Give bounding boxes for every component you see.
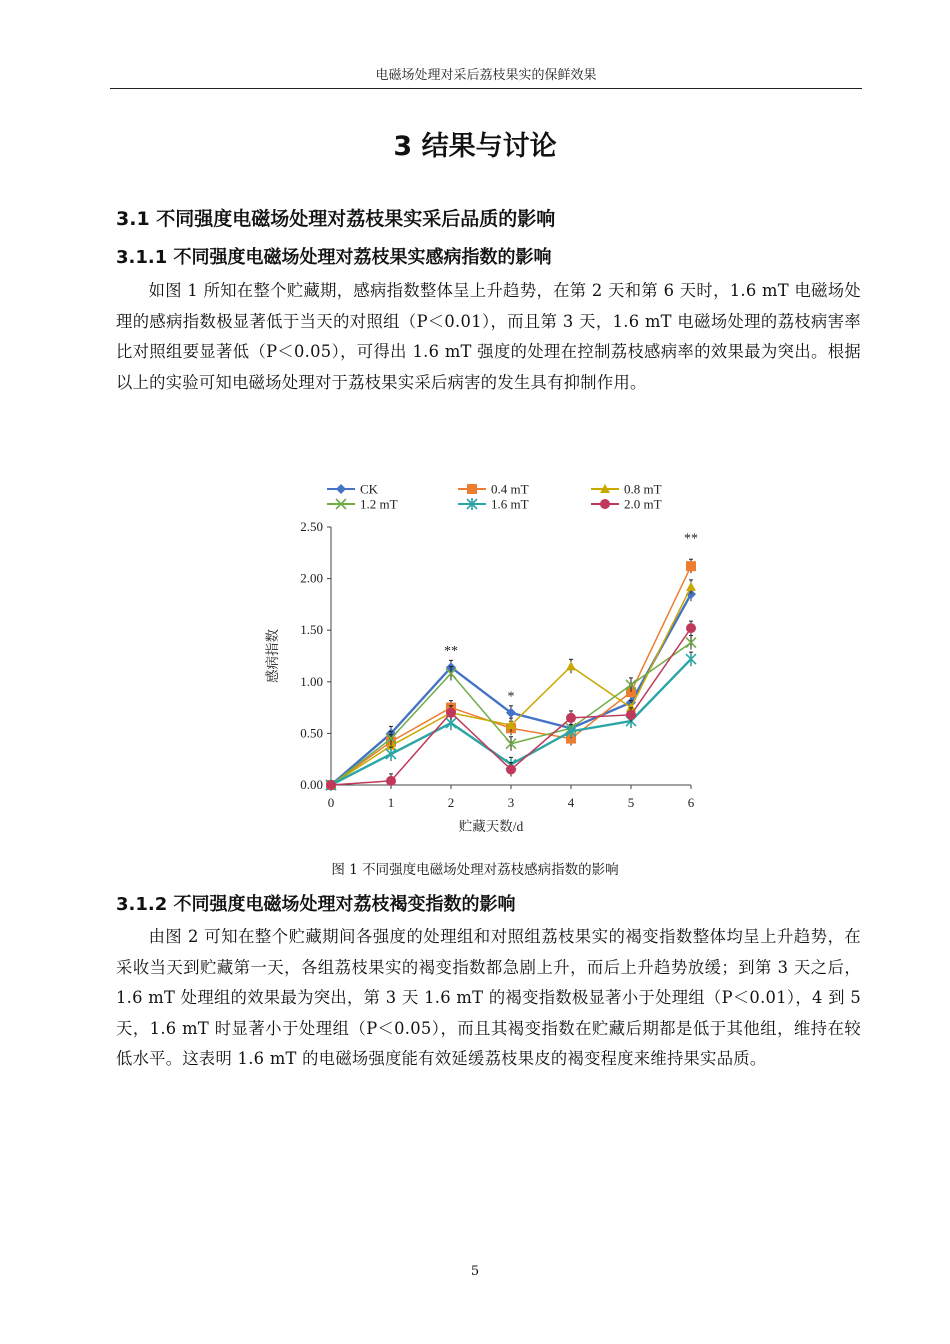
y-tick-label: 0.50 — [300, 725, 323, 741]
data-point — [686, 561, 696, 571]
section-3-1-1-paragraph: 如图 1 所知在整个贮藏期，感病指数整体呈上升趋势，在第 2 天和第 6 天时，1.6 mT 电磁场处理的感病指数极显著低于当天的对照组（P＜0.01），而且第 3 天，1.6 mT 电磁场处理的荔枝病害率比对照组要显著低（P＜0.05），可得出 1.6 mT 强度的处理在控制荔枝感病率的效果最为突出。根据以上的实验可知电磁场处理对于荔枝果实采后病害的发生具有抑制作用。 — [116, 281, 861, 392]
legend-label: 1.6 mT — [491, 496, 529, 512]
chart-svg — [255, 475, 715, 845]
x-tick-label: 2 — [447, 795, 455, 810]
y-tick-label: 1.00 — [300, 673, 323, 689]
significance-mark: ** — [444, 643, 458, 659]
legend-marker — [467, 484, 477, 494]
legend-label: 1.2 mT — [360, 496, 398, 512]
section-3-1-heading: 3.1 不同强度电磁场处理对荔枝果实采后品质的影响 — [116, 208, 556, 230]
legend-label: CK — [360, 481, 379, 497]
chapter-title: 3 结果与讨论 — [393, 131, 557, 162]
data-point — [686, 653, 696, 665]
series-line-0.4-mT — [331, 566, 691, 785]
y-axis-label: 感病指数 — [265, 629, 280, 683]
data-point — [386, 748, 396, 760]
data-point — [386, 776, 396, 786]
figure-1-caption: 图 1 不同强度电磁场处理对荔枝感病指数的影响 — [331, 862, 619, 878]
x-tick-label: 4 — [567, 795, 575, 810]
running-header: 电磁场处理对采后荔枝果实的保鲜效果 — [375, 68, 597, 83]
header-rule — [110, 88, 862, 89]
figure-1-chart — [255, 475, 715, 845]
y-tick-label: 2.50 — [300, 519, 323, 534]
y-tick-label: 0.00 — [300, 777, 323, 792]
legend-label: 0.4 mT — [491, 481, 529, 497]
data-point — [566, 713, 576, 723]
x-axis-label: 贮藏天数/d — [458, 819, 524, 834]
significance-mark: * — [507, 689, 515, 705]
data-point — [626, 710, 636, 720]
x-tick-label: 0 — [327, 795, 335, 810]
legend-marker — [600, 499, 610, 509]
legend-marker — [336, 484, 346, 494]
data-point — [686, 623, 696, 633]
data-point — [506, 765, 516, 775]
y-tick-label: 1.50 — [300, 622, 323, 638]
data-point — [446, 708, 456, 718]
legend-label: 0.8 mT — [624, 481, 662, 497]
x-tick-label: 6 — [687, 795, 695, 810]
x-tick-label: 3 — [507, 795, 515, 810]
page-number: 5 — [470, 1264, 480, 1279]
data-point — [566, 661, 576, 670]
legend-label: 2.0 mT — [624, 496, 662, 512]
x-tick-label: 1 — [387, 795, 395, 810]
significance-mark: ** — [684, 531, 698, 547]
series-line-0.8-mT — [331, 587, 691, 785]
section-3-1-2-heading: 3.1.2 不同强度电磁场处理对荔枝褐变指数的影响 — [116, 894, 516, 915]
section-3-1-2-paragraph: 由图 2 可知在整个贮藏期间各强度的处理组和对照组荔枝果实的褐变指数整体均呈上升趋势，在采收当天到贮藏第一天，各组荔枝果实的褐变指数都急剧上升，而后上升趋势放缓；到第 3 天之后，1.6 mT 处理组的效果最为突出，第 3 天 1.6 mT 的褐变指数极显著小于处理组（P＜0.01），4 到 5 天，1.6 mT 时显著小于处理组（P＜0.05），而且其褐变指数在贮藏后期都是低于其他组，维持在较低水平。这表明 1.6 mT 的电磁场强度能有效延缓荔枝果皮的褐变程度来维持果实品质。 — [116, 927, 861, 1069]
data-point — [686, 582, 696, 591]
data-point — [326, 780, 336, 790]
section-3-1-1-heading: 3.1.1 不同强度电磁场处理对荔枝果实感病指数的影响 — [116, 247, 552, 268]
x-tick-label: 5 — [627, 795, 635, 810]
y-tick-label: 2.00 — [300, 570, 323, 586]
